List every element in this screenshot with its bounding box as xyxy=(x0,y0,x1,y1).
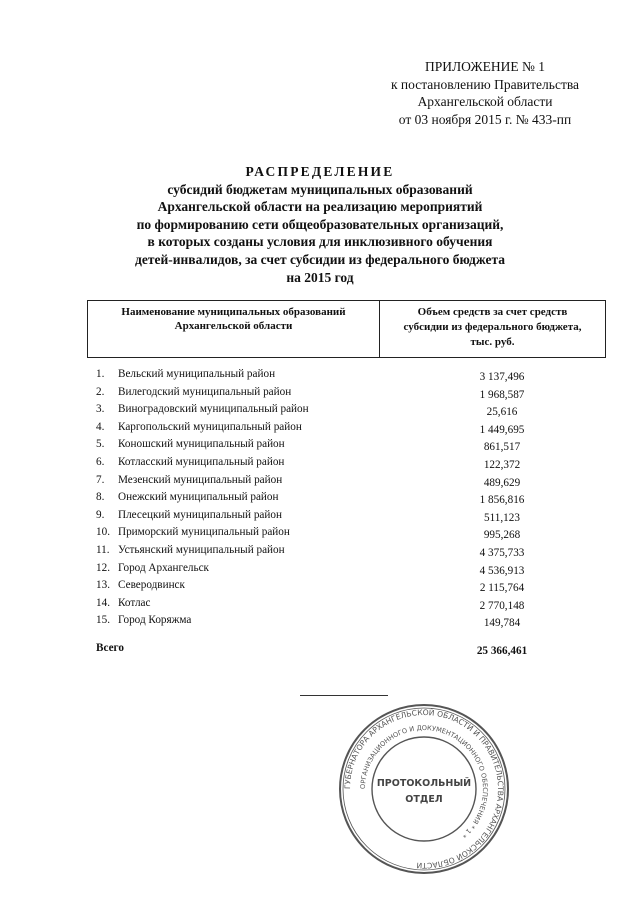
table-row xyxy=(96,542,546,560)
table-row xyxy=(96,489,546,507)
appendix-line-1: к постановлению Правительства xyxy=(390,76,580,92)
header-text: Объем средств за счет средств xyxy=(417,306,568,318)
table-row xyxy=(96,577,546,595)
municipality-name: Коношский муниципальный район xyxy=(118,438,285,451)
row-number: 10. xyxy=(96,526,110,539)
stamp-ring-outer-text: ГУБЕРНАТОРА АРХАНГЕЛЬСКОЙ ОБЛАСТИ И ПРАВИТЕЛЬСТВА АРХАНГЕЛЬСКОЙ ОБЛАСТИ xyxy=(342,707,506,871)
table-row xyxy=(96,524,546,542)
header-text: тыс. руб. xyxy=(470,336,515,348)
municipality-name: Устьянский муниципальный район xyxy=(118,543,285,556)
row-number: 13. xyxy=(96,579,110,592)
heading-line: Архангельской области на реализацию мероприятий xyxy=(157,199,483,215)
table-row xyxy=(96,612,546,630)
municipality-name: Вилегодский муниципальный район xyxy=(118,385,292,398)
header-text: субсидии из федерального бюджета, xyxy=(403,321,582,333)
table-row xyxy=(96,472,546,490)
heading-line: по формированию сети общеобразовательных организаций, xyxy=(136,216,504,232)
heading-line: на 2015 год xyxy=(286,269,354,285)
table-row xyxy=(96,454,546,472)
subsidy-amount: 1 856,816 xyxy=(479,494,525,507)
total-label: Всего xyxy=(96,642,124,654)
table-row xyxy=(96,419,546,437)
subsidy-amount: 4 536,913 xyxy=(479,564,525,577)
subsidy-amount: 1 968,587 xyxy=(479,388,525,401)
municipality-name: Виноградовский муниципальный район xyxy=(118,403,309,416)
subsidy-amount: 4 375,733 xyxy=(479,546,525,559)
row-number: 9. xyxy=(96,508,105,521)
subsidy-amount: 3 137,496 xyxy=(479,371,525,383)
municipality-name: Котласский муниципальный район xyxy=(118,455,285,468)
subsidy-amount: 511,123 xyxy=(484,511,520,524)
municipality-name: Каргопольский муниципальный район xyxy=(118,420,302,433)
municipality-name: Мезенский муниципальный район xyxy=(118,473,283,486)
municipality-name: Плесецкий муниципальный район xyxy=(118,508,282,521)
table-row xyxy=(96,595,546,613)
row-number: 2. xyxy=(96,385,105,398)
table-row xyxy=(96,560,546,578)
row-number: 3. xyxy=(96,403,105,416)
stamp-center-line-1: ПРОТОКОЛЬНЫЙ xyxy=(376,778,472,789)
municipality-name: Котлас xyxy=(118,596,151,609)
row-number: 5. xyxy=(96,438,105,451)
column-header-amount xyxy=(380,305,605,350)
appendix-line-2: Архангельской области xyxy=(417,94,553,109)
appendix-line-3: от 03 ноября 2015 г. № 433-пп xyxy=(398,111,572,127)
row-number: 11. xyxy=(96,543,110,556)
heading-title: РАСПРЕДЕЛЕНИЕ xyxy=(245,164,395,179)
row-number: 14. xyxy=(96,596,110,609)
municipality-name: Северодвинск xyxy=(118,579,185,592)
subsidy-amount: 489,629 xyxy=(483,476,521,489)
heading-line: детей-инвалидов, за счет субсидии из федерального бюджета xyxy=(135,251,505,267)
stamp-ring-inner-text: ОРГАНИЗАЦИОННОГО И ДОКУМЕНТАЦИОННОГО ОБЕСПЕЧЕНИЯ * 1 * xyxy=(358,723,490,840)
table-row xyxy=(96,507,546,525)
municipality-name: Город Коряжма xyxy=(118,614,192,627)
appendix-block xyxy=(360,58,610,128)
table-row xyxy=(96,401,546,419)
table-header xyxy=(87,300,606,358)
row-number: 6. xyxy=(96,455,105,468)
column-header-municipality xyxy=(88,305,379,333)
row-number: 1. xyxy=(96,368,105,380)
subsidy-amount: 861,517 xyxy=(483,441,521,454)
stamp-center-line-2: ОТДЕЛ xyxy=(405,794,443,805)
subsidy-amount: 2 770,148 xyxy=(479,599,525,612)
row-number: 4. xyxy=(96,420,105,433)
total-value: 25 366,461 xyxy=(476,645,528,657)
municipality-name: Онежский муниципальный район xyxy=(118,491,279,504)
table-body xyxy=(96,366,546,630)
row-number: 8. xyxy=(96,491,105,504)
heading-line: субсидий бюджетам муниципальных образований xyxy=(167,181,473,197)
table-row xyxy=(96,384,546,402)
municipality-name: Вельский муниципальный район xyxy=(118,368,276,380)
table-row xyxy=(96,436,546,454)
official-seal-stamp xyxy=(338,703,510,875)
municipality-name: Приморский муниципальный район xyxy=(118,526,290,539)
subsidy-amount: 149,784 xyxy=(483,617,521,630)
subsidy-amount: 995,268 xyxy=(483,529,521,542)
subsidy-amount: 25,616 xyxy=(486,406,518,419)
subsidy-amount: 1 449,695 xyxy=(479,423,525,436)
municipality-name: Город Архангельск xyxy=(118,561,209,574)
row-number: 12. xyxy=(96,561,110,574)
row-number: 7. xyxy=(96,473,105,486)
header-text: Наименование муниципальных образований xyxy=(121,306,346,318)
heading-line: в которых созданы условия для инклюзивного обучения xyxy=(147,234,493,250)
separator-line xyxy=(300,695,388,696)
table-row xyxy=(96,366,546,384)
appendix-title: ПРИЛОЖЕНИЕ № 1 xyxy=(424,59,546,74)
header-text: Архангельской области xyxy=(174,320,293,332)
subsidy-amount: 122,372 xyxy=(483,458,521,471)
document-heading xyxy=(80,163,560,286)
subsidy-amount: 2 115,764 xyxy=(479,582,525,595)
row-number: 15. xyxy=(96,614,110,627)
